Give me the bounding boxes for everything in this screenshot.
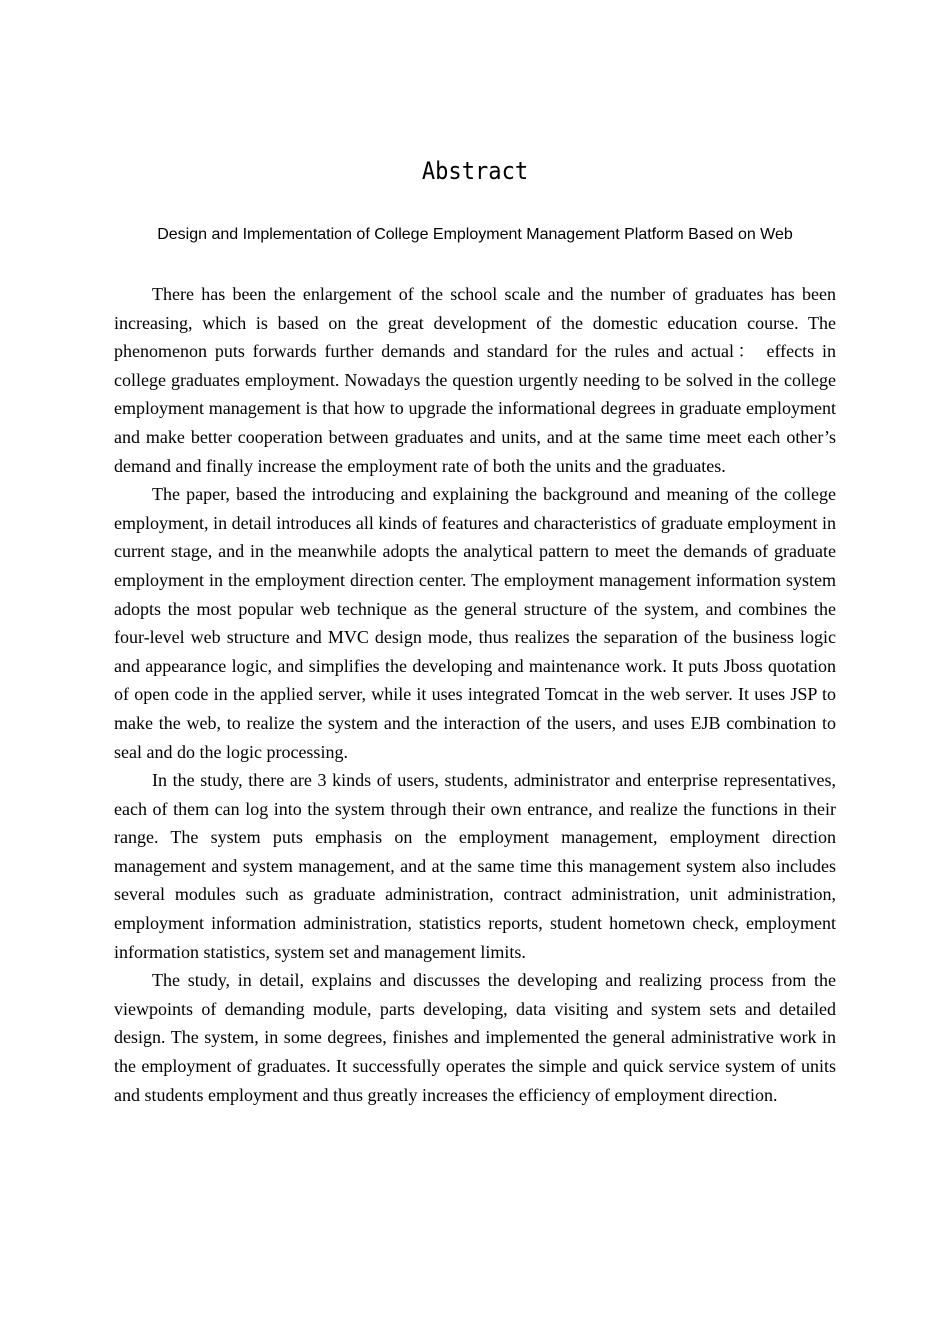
abstract-paragraph-3: In the study, there are 3 kinds of users, students, administrator and enterprise representatives, each of them can log into the system through their own entrance, and realize the functions in their range. The system puts emphasis on the employment management, employment direction management and system management, and at the same time this management system also includes several modules such as graduate administration, contract administration, unit administration, employment information administration, statistics reports, student hometown check, employment information statistics, system set and management limits. xyxy=(114,770,836,962)
page-title: Abstract xyxy=(421,157,529,185)
abstract-paragraph-4: The study, in detail, explains and discusses the developing and realizing process from the viewpoints of demanding module, parts developing, data visiting and system sets and detailed design. The system, in some degrees, finishes and implemented the general administrative work in the employment of graduates. It successfully operates the simple and quick service system of units and students employment and thus greatly increases the efficiency of employment direction. xyxy=(114,970,836,1105)
abstract-body xyxy=(114,280,836,1109)
abstract-paragraph-1: There has been the enlargement of the school scale and the number of graduates has been increasing, which is based on the great development of the domestic education course. The phenomenon puts forwards further demands and standard for the rules and actual： effects in college graduates employment. Nowadays the question urgently needing to be solved in the college employment management is that how to upgrade the informational degrees in graduate employment and make better cooperation between graduates and units, and at the same time meet each other’s demand and finally increase the employment rate of both the units and the graduates. xyxy=(114,284,836,476)
abstract-paragraph-2: The paper, based the introducing and explaining the background and meaning of the college employment, in detail introduces all kinds of features and characteristics of graduate employment in current stage, and in the meanwhile adopts the analytical pattern to meet the demands of graduate employment in the employment direction center. The employment management information system adopts the most popular web technique as the general structure of the system, and combines the four-level web structure and MVC design mode, thus realizes the separation of the business logic and appearance logic, and simplifies the developing and maintenance work. It puts Jboss quotation of open code in the applied server, while it uses integrated Tomcat in the web server. It uses JSP to make the web, to realize the system and the interaction of the users, and uses EJB combination to seal and do the logic processing. xyxy=(114,484,836,762)
document-subtitle: Design and Implementation of College Employment Management Platform Based on Web xyxy=(157,226,793,243)
